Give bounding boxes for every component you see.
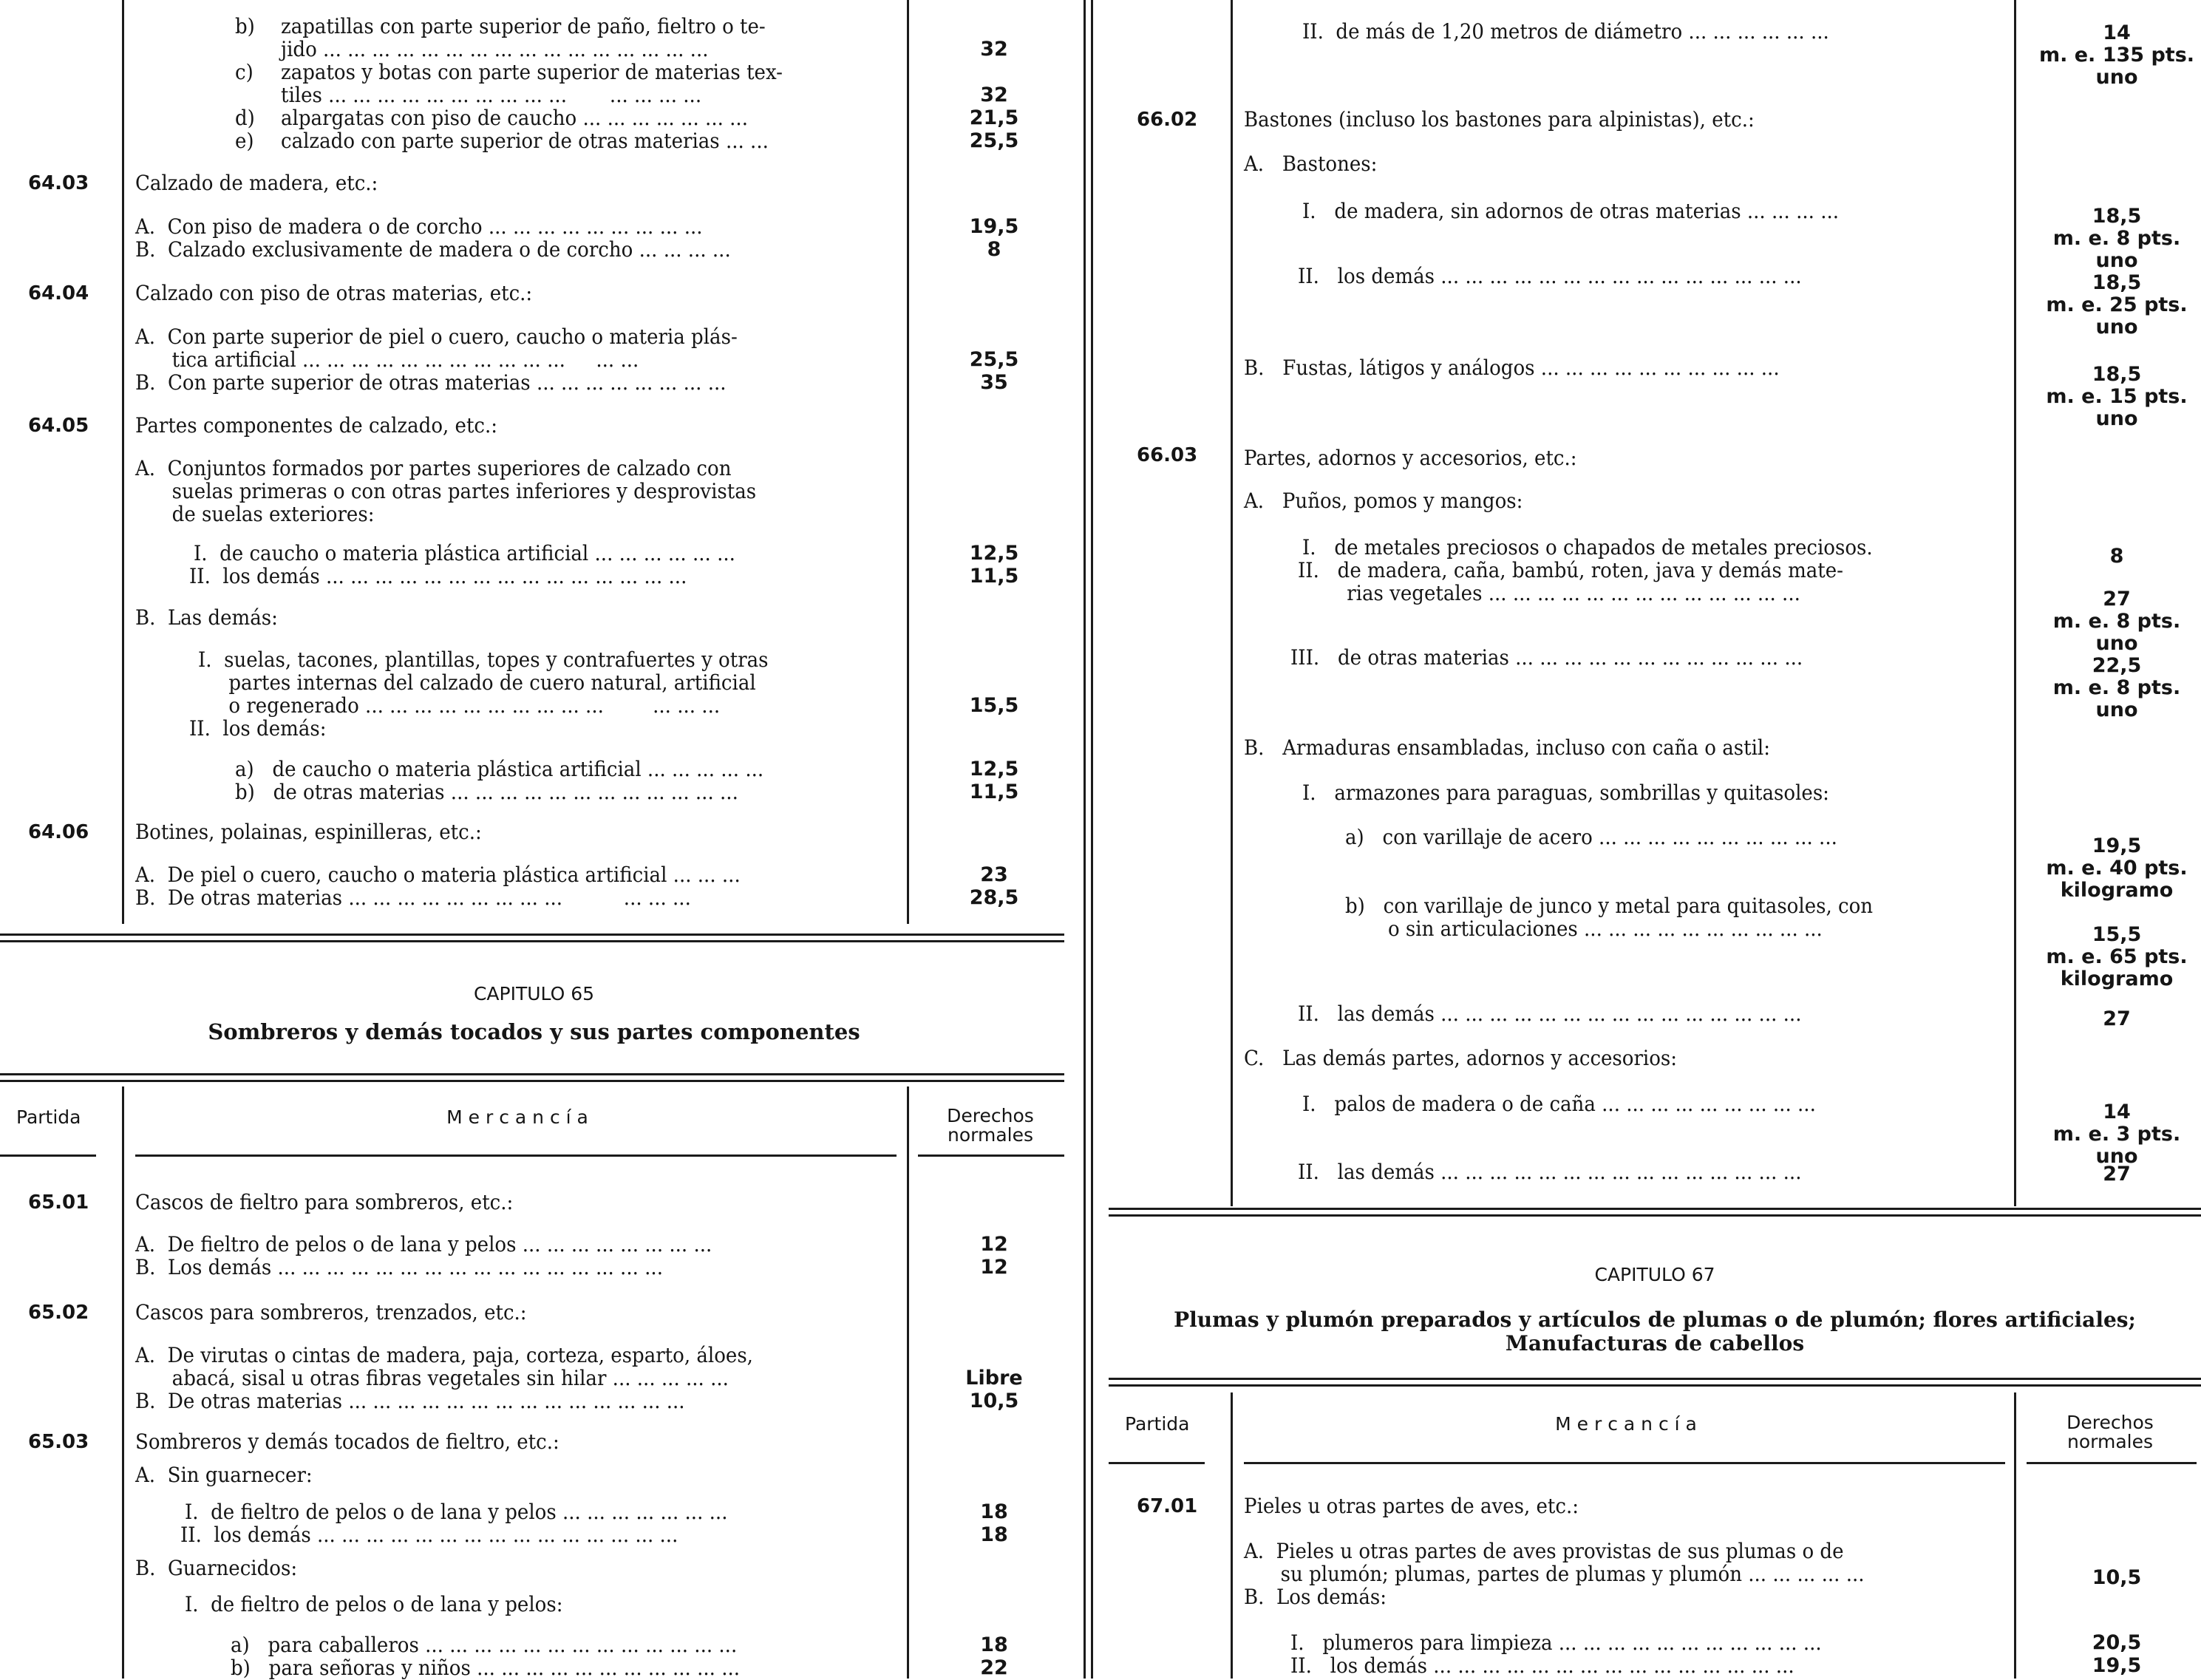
duty: 23 bbox=[980, 863, 1008, 886]
item-text: II. las demás ... ... ... ... ... ... ... ... ... ... ... ... ... ... ... bbox=[1298, 1001, 1802, 1026]
chapter-heading: CAPITULO 65 bbox=[473, 983, 595, 1004]
chapter-title: Plumas y plumón preparados y artículos de plumas o de plumón; flores artificiales; Manufacturas de cabellos bbox=[1174, 1307, 2136, 1356]
item-text: a) con varillaje de acero ... ... ... ... ... ... ... ... ... ... bbox=[1345, 825, 1837, 849]
partida-title: Botines, polainas, espinilleras, etc.: bbox=[135, 820, 482, 844]
rule bbox=[2014, 0, 2016, 1206]
item-text: tica artificial ... ... ... ... ... ... ... ... ... ... ... ... ... bbox=[135, 347, 639, 372]
partida-title: Cascos para sombreros, trenzados, etc.: bbox=[135, 1300, 527, 1324]
item-text: I. de fieltro de pelos o de lana y pelos ... ... ... ... ... ... ... bbox=[185, 1500, 728, 1524]
rule bbox=[0, 1154, 96, 1157]
rule bbox=[1109, 1462, 1205, 1464]
item-text: A. Con piso de madera o de corcho ... ... ... ... ... ... ... ... ... bbox=[135, 214, 703, 239]
partida-title: Partes componentes de calzado, etc.: bbox=[135, 413, 498, 438]
duty: 18,5 m. e. 25 pts. uno bbox=[2046, 271, 2188, 339]
duty: 18 bbox=[980, 1500, 1008, 1523]
table-top-rule bbox=[0, 1073, 1064, 1082]
duty: 15,5 bbox=[969, 694, 1019, 717]
partida-title: Bastones (incluso los bastones para alpinistas), etc.: bbox=[1244, 107, 1755, 132]
column-divider bbox=[1091, 0, 1093, 1679]
item-text: C. Las demás partes, adornos y accesorios: bbox=[1244, 1046, 1678, 1070]
rule bbox=[918, 1154, 1064, 1157]
header-partida: Partida bbox=[16, 1106, 81, 1128]
item-text: suelas primeras o con otras partes inferiores y desprovistas bbox=[135, 479, 757, 503]
duty: 12 bbox=[980, 1233, 1008, 1256]
partida-code: 65.01 bbox=[28, 1191, 89, 1214]
item-text: de suelas exteriores: bbox=[135, 502, 375, 526]
item-text: I. de madera, sin adornos de otras materias ... ... ... ... bbox=[1302, 199, 1840, 223]
item-text: I. plumeros para limpieza ... ... ... ... ... ... ... ... ... ... ... bbox=[1290, 1630, 1822, 1655]
item-text: II. los demás ... ... ... ... ... ... ... ... ... ... ... ... ... ... ... bbox=[1298, 264, 1802, 288]
partida-code: 67.01 bbox=[1137, 1495, 1198, 1517]
duty: 32 bbox=[980, 38, 1008, 61]
item-text: B. Armaduras ensambladas, incluso con caña o astil: bbox=[1244, 735, 1771, 760]
left-column bbox=[0, 0, 1068, 1679]
duty: 8 bbox=[987, 238, 1001, 261]
item-text: B. De otras materias ... ... ... ... ... ... ... ... ... ... ... ... bbox=[135, 885, 691, 910]
partida-title: Partes, adornos y accesorios, etc.: bbox=[1244, 446, 1577, 470]
rule bbox=[1244, 1462, 2005, 1464]
item-text: A. De virutas o cintas de madera, paja, corteza, esparto, áloes, bbox=[135, 1343, 753, 1367]
item-text: A. De piel o cuero, caucho o materia plástica artificial ... ... ... bbox=[135, 863, 741, 887]
item-text: I. de metales preciosos o chapados de metales preciosos. bbox=[1302, 535, 1873, 560]
partida-title: Calzado con piso de otras materias, etc.: bbox=[135, 281, 533, 305]
item-text: su plumón; plumas, partes de plumas y plumón ... ... ... ... ... bbox=[1244, 1562, 1865, 1586]
duty: 8 bbox=[2109, 545, 2124, 568]
item-text: II. los demás ... ... ... ... ... ... ... ... ... ... ... ... ... ... ... bbox=[1290, 1653, 1795, 1678]
duty: 11,5 bbox=[969, 565, 1019, 588]
rule bbox=[122, 0, 124, 924]
rule bbox=[122, 1086, 124, 1679]
duty: 14 m. e. 3 pts. uno bbox=[2052, 1101, 2181, 1168]
item-text: B. Fustas, látigos y análogos ... ... ... ... ... ... ... ... ... ... bbox=[1244, 356, 1780, 380]
duty: 28,5 bbox=[969, 886, 1019, 909]
item-text: a) de caucho o materia plástica artificial ... ... ... ... ... bbox=[235, 757, 764, 781]
partida-title: Cascos de fieltro para sombreros, etc.: bbox=[135, 1190, 514, 1214]
item-text: partes internas del calzado de cuero natural, artificial bbox=[198, 670, 756, 695]
rule bbox=[907, 1086, 909, 1679]
partida-code: 65.02 bbox=[28, 1302, 89, 1324]
duty: 32 bbox=[980, 84, 1008, 106]
partida-code: 66.03 bbox=[1137, 444, 1198, 466]
item-label: b) bbox=[235, 14, 255, 38]
item-text: alpargatas con piso de caucho ... ... ... ... ... ... ... bbox=[281, 106, 748, 130]
item-text: o regenerado ... ... ... ... ... ... ... ... ... ... ... ... ... bbox=[198, 693, 721, 718]
duty: 11,5 bbox=[969, 781, 1019, 803]
rule bbox=[907, 0, 909, 924]
rule bbox=[1231, 0, 1233, 1206]
duty: 12,5 bbox=[969, 542, 1019, 565]
duty: 25,5 bbox=[969, 348, 1019, 371]
item-text: I. suelas, tacones, plantillas, topes y contrafuertes y otras bbox=[198, 647, 769, 672]
duty: 21,5 bbox=[969, 106, 1019, 129]
header-derechos: Derechos normales bbox=[2066, 1412, 2154, 1452]
partida-code: 65.03 bbox=[28, 1431, 89, 1453]
duty: 18,5 m. e. 8 pts. uno bbox=[2052, 205, 2181, 272]
duty: 20,5 bbox=[2092, 1631, 2142, 1654]
item-text: A. Sin guarnecer: bbox=[135, 1463, 313, 1487]
partida-code: 64.03 bbox=[28, 172, 89, 194]
duty: Libre bbox=[965, 1367, 1023, 1390]
table-top-rule bbox=[1109, 1378, 2201, 1387]
duty: 19,5 bbox=[2092, 1654, 2142, 1677]
item-text: III. de otras materias ... ... ... ... ... ... ... ... ... ... ... ... bbox=[1290, 645, 1803, 670]
item-text: A. Con parte superior de piel o cuero, caucho o materia plás- bbox=[135, 324, 738, 349]
item-text: abacá, sisal u otras fibras vegetales sin hilar ... ... ... ... ... bbox=[135, 1366, 729, 1390]
right-column bbox=[1109, 0, 2201, 1679]
duty: 19,5 m. e. 40 pts. kilogramo bbox=[2046, 834, 2188, 902]
column-divider bbox=[1084, 0, 1086, 1679]
item-text: I. palos de madera o de caña ... ... ... ... ... ... ... ... ... bbox=[1302, 1092, 1816, 1116]
rule bbox=[1231, 1392, 1233, 1679]
item-label: e) bbox=[235, 129, 254, 153]
item-text: b) para señoras y niños ... ... ... ... ... ... ... ... ... ... ... bbox=[231, 1656, 741, 1680]
item-text: II. los demás ... ... ... ... ... ... ... ... ... ... ... ... ... ... ... bbox=[189, 564, 687, 588]
partida-code: 66.02 bbox=[1137, 109, 1198, 131]
duty: 12,5 bbox=[969, 758, 1019, 781]
duty: 22 bbox=[980, 1656, 1008, 1679]
duty: 18,5 m. e. 15 pts. uno bbox=[2046, 363, 2188, 430]
duty: 10,5 bbox=[969, 1390, 1019, 1412]
item-text: II. de madera, caña, bambú, roten, java y demás mate- bbox=[1298, 558, 1843, 582]
header-partida: Partida bbox=[1125, 1413, 1190, 1435]
chapter-title: Sombreros y demás tocados y sus partes componentes bbox=[208, 1019, 860, 1044]
item-text: II. los demás: bbox=[189, 716, 327, 741]
partida-title: Pieles u otras partes de aves, etc.: bbox=[1244, 1494, 1579, 1518]
item-text: B. De otras materias ... ... ... ... ... ... ... ... ... ... ... ... ... ... bbox=[135, 1389, 685, 1413]
item-text: I. de fieltro de pelos o de lana y pelos: bbox=[185, 1592, 563, 1616]
item-text: B. Con parte superior de otras materias ... ... ... ... ... ... ... ... bbox=[135, 370, 727, 395]
duty: 35 bbox=[980, 371, 1008, 394]
item-text: A. Conjuntos formados por partes superiores de calzado con bbox=[135, 456, 732, 480]
item-text: I. de caucho o materia plástica artificial ... ... ... ... ... ... bbox=[194, 541, 735, 565]
duty: 14 m. e. 135 pts. uno bbox=[2038, 21, 2195, 89]
item-text: A. Puños, pomos y mangos: bbox=[1244, 489, 1523, 513]
duty: 27 m. e. 8 pts. uno bbox=[2052, 588, 2181, 655]
item-text: a) para caballeros ... ... ... ... ... ... ... ... ... ... ... ... ... bbox=[231, 1633, 738, 1657]
item-text: B. Calzado exclusivamente de madera o de corcho ... ... ... ... bbox=[135, 237, 731, 262]
duty: 15,5 m. e. 65 pts. kilogramo bbox=[2046, 923, 2188, 990]
item-text: I. armazones para paraguas, sombrillas y quitasoles: bbox=[1302, 781, 1829, 805]
duty: 18 bbox=[980, 1633, 1008, 1656]
header-mercancia: M e r c a n c í a bbox=[446, 1106, 588, 1128]
header-derechos: Derechos normales bbox=[947, 1105, 1034, 1146]
item-text: o sin articulaciones ... ... ... ... ... ... ... ... ... ... bbox=[1345, 916, 1823, 941]
duty: 19,5 bbox=[969, 215, 1019, 238]
section-divider bbox=[0, 933, 1064, 942]
item-text: A. Pieles u otras partes de aves provistas de sus plumas o de bbox=[1244, 1539, 1844, 1563]
item-text: B. Las demás: bbox=[135, 605, 278, 630]
item-text: zapatos y botas con parte superior de materias tex- bbox=[281, 60, 783, 84]
item-text: b) de otras materias ... ... ... ... ... ... ... ... ... ... ... ... bbox=[235, 780, 738, 804]
item-text: zapatillas con parte superior de paño, fieltro o te- bbox=[281, 14, 766, 38]
item-text: b) con varillaje de junco y metal para quitasoles, con bbox=[1345, 894, 1874, 918]
rule bbox=[2027, 1462, 2197, 1464]
duty: 27 bbox=[2103, 1163, 2131, 1186]
partida-title: Sombreros y demás tocados de fieltro, etc.: bbox=[135, 1429, 559, 1454]
partida-code: 64.05 bbox=[28, 415, 89, 437]
duty: 18 bbox=[980, 1523, 1008, 1546]
item-text: tiles ... ... ... ... ... ... ... ... ... ... ... ... ... ... bbox=[281, 83, 702, 107]
item-text: II. de más de 1,20 metros de diámetro ... ... ... ... ... ... bbox=[1302, 19, 1829, 44]
duty: 10,5 bbox=[2092, 1566, 2142, 1589]
duty: 22,5 m. e. 8 pts. uno bbox=[2052, 654, 2181, 721]
item-text: B. Los demás: bbox=[1244, 1585, 1387, 1609]
duty: 12 bbox=[980, 1256, 1008, 1279]
item-text: jido ... ... ... ... ... ... ... ... ... ... ... ... ... ... ... ... bbox=[281, 37, 709, 61]
rule bbox=[2014, 1392, 2016, 1679]
item-text: II. los demás ... ... ... ... ... ... ... ... ... ... ... ... ... ... ... bbox=[180, 1523, 678, 1547]
partida-code: 64.04 bbox=[28, 282, 89, 305]
item-text: B. Guarnecidos: bbox=[135, 1556, 298, 1580]
item-label: c) bbox=[235, 60, 254, 84]
item-text: II. las demás ... ... ... ... ... ... ... ... ... ... ... ... ... ... ... bbox=[1298, 1160, 1802, 1184]
rule bbox=[135, 1154, 897, 1157]
item-text: calzado con parte superior de otras materias ... ... bbox=[281, 129, 769, 153]
chapter-heading: CAPITULO 67 bbox=[1594, 1264, 1715, 1285]
duty: 25,5 bbox=[969, 129, 1019, 152]
item-text: A. De fieltro de pelos o de lana y pelos ... ... ... ... ... ... ... ... bbox=[135, 1232, 712, 1256]
item-text: A. Bastones: bbox=[1244, 152, 1378, 176]
partida-title: Calzado de madera, etc.: bbox=[135, 171, 378, 195]
item-label: d) bbox=[235, 106, 255, 130]
header-mercancia: M e r c a n c í a bbox=[1555, 1413, 1697, 1435]
item-text: B. Los demás ... ... ... ... ... ... ... ... ... ... ... ... ... ... ... ... bbox=[135, 1255, 663, 1279]
partida-code: 64.06 bbox=[28, 821, 89, 843]
section-divider bbox=[1109, 1208, 2201, 1217]
item-text: rias vegetales ... ... ... ... ... ... ... ... ... ... ... ... ... bbox=[1298, 581, 1800, 605]
duty: 27 bbox=[2103, 1007, 2131, 1030]
